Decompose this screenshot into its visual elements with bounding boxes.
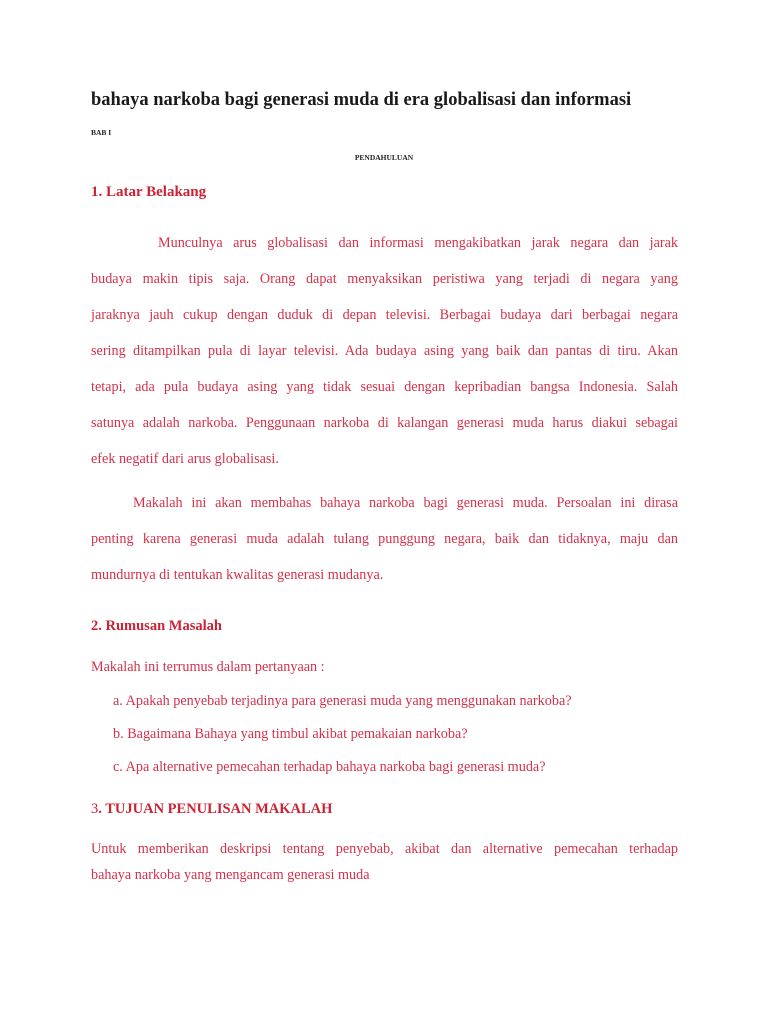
text-line: Makalah ini akan membahas bahaya narkoba bagi generasi muda. Persoalan ini dirasa (133, 495, 678, 511)
question-item-a: a. Apakah penyebab terjadinya para generasi muda yang menggunakan narkoba? (113, 693, 572, 709)
text-line: jaraknya jauh cukup dengan duduk di depan televisi. Berbagai budaya dari berbagai negara (91, 307, 678, 323)
rumusan-intro: Makalah ini terrumus dalam pertanyaan : (91, 659, 325, 675)
text-line: penting karena generasi muda adalah tulang punggung negara, baik dan tidaknya, maju dan (91, 531, 678, 547)
section-heading-tujuan (91, 801, 332, 818)
text-line: satunya adalah narkoba. Penggunaan narkoba di kalangan generasi muda harus diakui sebagai (91, 415, 678, 431)
text-line: mundurnya di tentukan kwalitas generasi mudanya. (91, 567, 384, 583)
chapter-label: BAB I (91, 128, 112, 137)
section-number: 3 (91, 801, 99, 817)
section-heading-rumusan-masalah: 2. Rumusan Masalah (91, 618, 222, 634)
question-item-b: b. Bagaimana Bahaya yang timbul akibat pemakaian narkoba? (113, 726, 468, 742)
text-line: sering ditampilkan pula di layar televisi. Ada budaya asing yang baik dan pantas di tiru. Akan (91, 343, 678, 359)
text-line: bahaya narkoba yang mengancam generasi muda (91, 867, 370, 883)
section-heading-text: . TUJUAN PENULISAN MAKALAH (98, 801, 333, 817)
question-item-c: c. Apa alternative pemecahan terhadap bahaya narkoba bagi generasi muda? (113, 759, 546, 775)
paragraph-latar-belakang-1 (91, 225, 678, 477)
text-line: Untuk memberikan deskripsi tentang penyebab, akibat dan alternative pemecahan terhadap (91, 841, 678, 857)
chapter-title: PENDAHULUAN (354, 153, 414, 162)
document-title: bahaya narkoba bagi generasi muda di era globalisasi dan informasi (91, 90, 632, 110)
paragraph-latar-belakang-2 (91, 485, 678, 593)
paragraph-tujuan (91, 836, 678, 888)
text-line: Munculnya arus globalisasi dan informasi mengakibatkan jarak negara dan jarak (158, 235, 678, 251)
text-line: efek negatif dari arus globalisasi. (91, 451, 279, 467)
section-heading-latar-belakang: 1. Latar Belakang (91, 184, 207, 200)
text-line: tetapi, ada pula budaya asing yang tidak sesuai dengan kepribadian bangsa Indonesia. Salah (91, 379, 678, 395)
text-line: budaya makin tipis saja. Orang dapat menyaksikan peristiwa yang terjadi di negara yang (91, 271, 678, 287)
